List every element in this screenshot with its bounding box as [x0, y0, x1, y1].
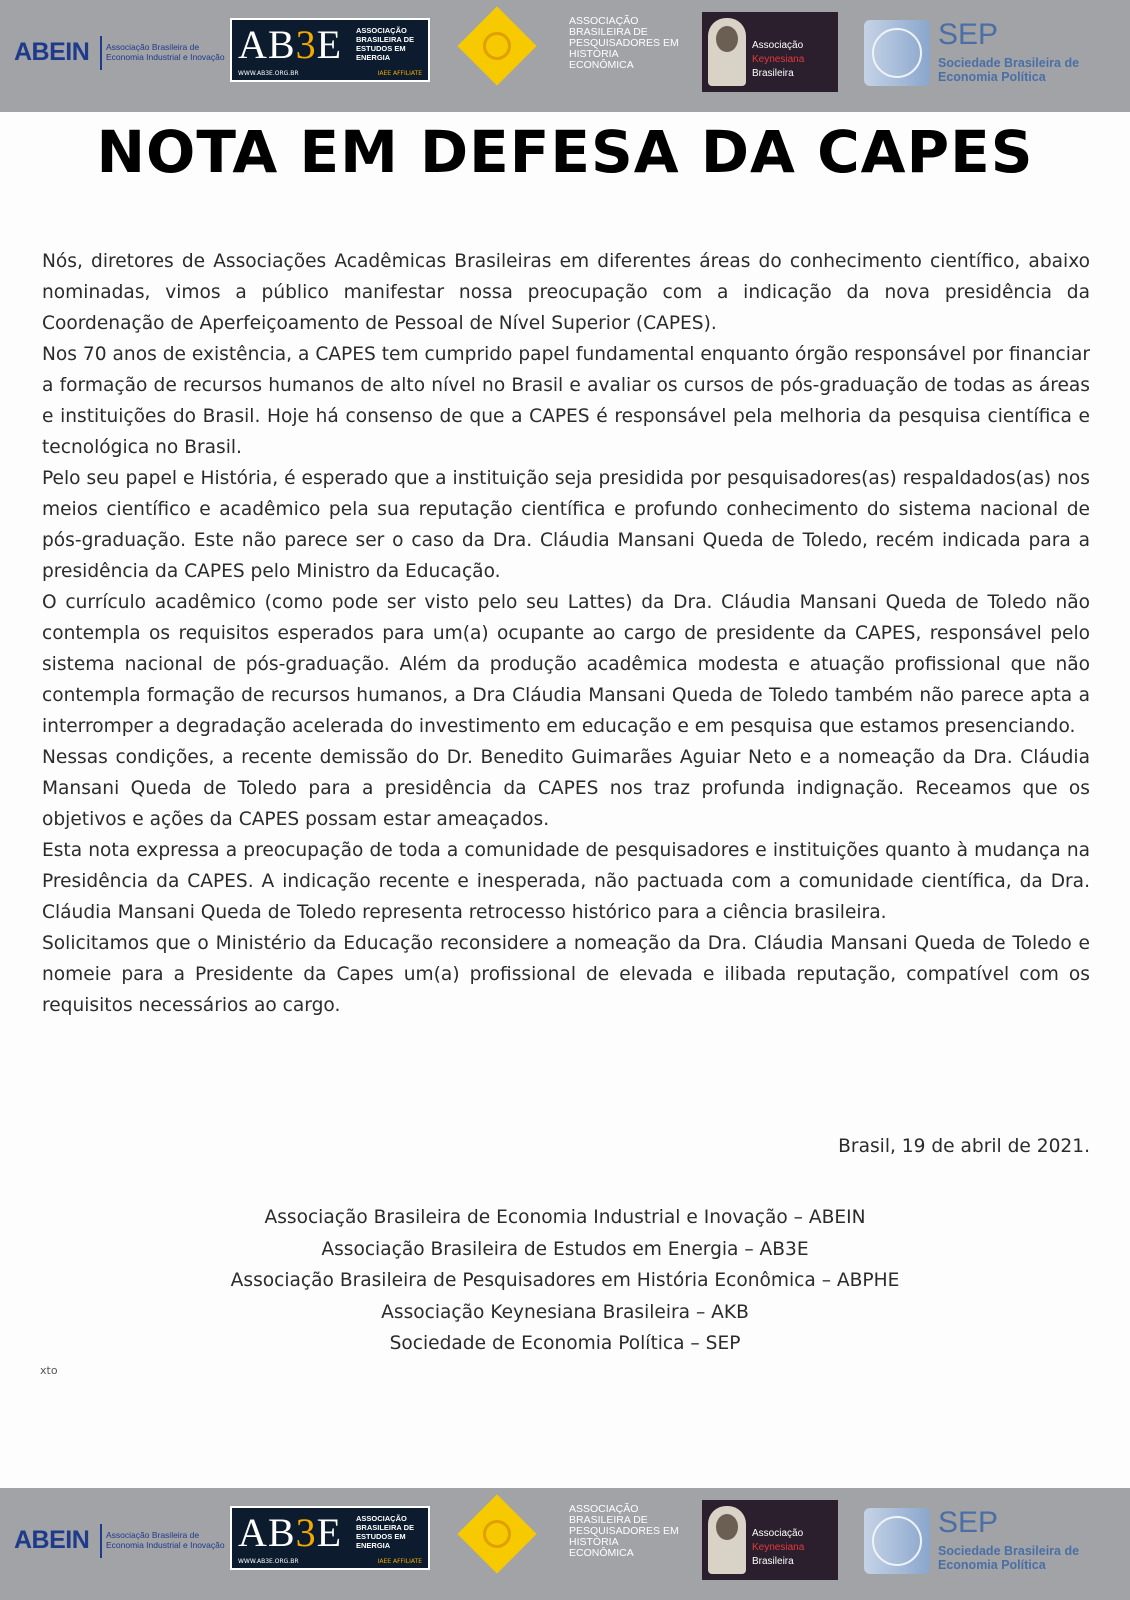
abphe-logo-text: ASSOCIAÇÃO BRASILEIRA DE PESQUISADORES EM HISTÓRIA ECONÔMICA [569, 1503, 679, 1559]
ab3e-logo-affiliate: IAEE AFFILIATE [377, 1558, 422, 1565]
akb-logo [702, 12, 838, 92]
sep-logo-name: SEP [938, 1506, 999, 1539]
signatories-list [0, 1202, 1130, 1360]
ab3e-logo-url: WWW.AB3E.ORG.BR [238, 70, 299, 77]
paragraph: Nós, diretores de Associações Acadêmicas Brasileiras em diferentes áreas do conhecimento científico, abaixo nominadas, vimos a público manifestar nossa preocupação com a indicação da nova presidência da Coordenação de Aperfeiçoamento de Pessoal de Nível Superior (CAPES). [42, 251, 1090, 334]
abphe-diamond-icon [457, 1494, 536, 1573]
ab3e-logo [230, 1506, 430, 1570]
abein-logo [14, 12, 225, 92]
globe-icon [864, 20, 930, 86]
abein-logo-subtitle: Associação Brasileira de Economia Industrial e Inovação [106, 1530, 225, 1550]
ab3e-prefix: AB [238, 1510, 296, 1555]
paragraph: O currículo acadêmico (como pode ser visto pelo seu Lattes) da Dra. Cláudia Mansani Queda de Toledo não contempla os requisitos esperados para um(a) ocupante ao cargo de presidente da CAPES, responsável pelo sistema nacional de pós-graduação. Além da produção acadêmica modesta e atuação profissional que não contempla formação de recursos humanos, a Dra Cláudia Mansani Queda de Toledo também não parece apta a interromper a degradação acelerada do investimento em educação e em pesquisa que estamos presenciando. [42, 592, 1090, 737]
globe-icon [864, 1508, 930, 1574]
keynes-portrait-icon [708, 1506, 746, 1574]
signatory: Associação Brasileira de Estudos em Energia – AB3E [321, 1238, 809, 1260]
akb-logo-line1: Associação [752, 40, 804, 51]
paragraph: Solicitamos que o Ministério da Educação reconsidere a nomeação da Dra. Cláudia Mansani Queda de Toledo e nomeie para a Presidente da Capes um(a) profissional de elevada e ilibada reputação, compatível com os requisitos necessários ao cargo. [42, 933, 1090, 1016]
paragraph: Pelo seu papel e História, é esperado que a instituição seja presidida por pesquisadores(as) respaldados(as) nos meios científico e acadêmico pela sua reputação científica e profundo conhecimento do sistema nacional de pós-graduação. Este não parece ser o caso da Dra. Cláudia Mansani Queda de Toledo, recém indicada para a presidência da CAPES pelo Ministro da Educação. [42, 468, 1090, 582]
keynes-portrait-icon [708, 18, 746, 86]
sep-logo-subtitle: Sociedade Brasileira de Economia Política [938, 56, 1080, 84]
ab3e-suffix: E [316, 22, 343, 67]
ab3e-logo-url: WWW.AB3E.ORG.BR [238, 1558, 299, 1565]
header-logo-banner [0, 0, 1130, 112]
ab3e-mid: 3 [295, 1510, 317, 1555]
ab3e-suffix: E [316, 1510, 343, 1555]
akb-logo-line1: Associação [752, 1528, 804, 1539]
abein-logo [14, 1500, 225, 1580]
sep-logo [864, 12, 1104, 92]
note-body [42, 246, 1090, 1021]
abein-logo-name: ABEIN [14, 1526, 90, 1554]
signatory: Associação Brasileira de Economia Industrial e Inovação – ABEIN [264, 1207, 866, 1228]
ab3e-prefix: AB [238, 22, 296, 67]
abein-logo-divider [100, 36, 102, 70]
ab3e-mid: 3 [295, 22, 317, 67]
signatory: Associação Brasileira de Pesquisadores em História Econômica – ABPHE [230, 1270, 900, 1291]
ab3e-logo-affiliate: IAEE AFFILIATE [377, 70, 422, 77]
ab3e-logo [230, 18, 430, 82]
signatory: Sociedade de Economia Política – SEP [389, 1333, 741, 1354]
paragraph: Esta nota expressa a preocupação de toda a comunidade de pesquisadores e instituições quanto à mudança na Presidência da CAPES. A indicação recente e inesperada, não pactuada com a comunidade científica, da Dra. Cláudia Mansani Queda de Toledo representa retrocesso histórico para a ciência brasileira. [42, 840, 1090, 923]
paragraph: Nos 70 anos de existência, a CAPES tem cumprido papel fundamental enquanto órgão responsável por financiar a formação de recursos humanos de alto nível no Brasil e avaliar os cursos de pós-graduação de todas as áreas e instituições do Brasil. Hoje há consenso de que a CAPES é responsável pela melhoria da pesquisa científica e tecnológica no Brasil. [42, 344, 1090, 458]
page-title: NOTA EM DEFESA DA CAPES [96, 118, 1034, 186]
akb-logo-line2: Keynesiana [752, 54, 805, 65]
abein-logo-name: ABEIN [14, 38, 90, 66]
abein-logo-divider [100, 1524, 102, 1558]
footer-logo-banner [0, 1488, 1130, 1600]
small-mark: xto [40, 1364, 58, 1377]
akb-logo-line3: Brasileira [752, 1556, 794, 1567]
abphe-diamond-icon [457, 6, 536, 85]
abphe-logo [455, 1500, 679, 1580]
ab3e-logo-subtitle: ASSOCIAÇÃO BRASILEIRA DE ESTUDOS EM ENERGIA [356, 1514, 415, 1550]
ab3e-logo-name [238, 22, 342, 68]
paragraph: Nessas condições, a recente demissão do Dr. Benedito Guimarães Aguiar Neto e a nomeação da Dra. Cláudia Mansani Queda de Toledo para a presidência da CAPES nos traz profunda indignação. Receamos que os objetivos e ações da CAPES possam estar ameaçados. [42, 747, 1090, 830]
ab3e-logo-name [238, 1510, 342, 1556]
akb-logo-line3: Brasileira [752, 68, 794, 79]
sep-logo-subtitle: Sociedade Brasileira de Economia Política [938, 1544, 1080, 1572]
sep-logo-name: SEP [938, 18, 999, 51]
akb-logo-line2: Keynesiana [752, 1542, 805, 1553]
signatory: Associação Keynesiana Brasileira – AKB [381, 1301, 749, 1323]
abein-logo-subtitle: Associação Brasileira de Economia Industrial e Inovação [106, 42, 225, 62]
sep-logo [864, 1500, 1104, 1580]
date-line: Brasil, 19 de abril de 2021. [838, 1136, 1090, 1157]
ab3e-logo-subtitle: ASSOCIAÇÃO BRASILEIRA DE ESTUDOS EM ENERGIA [356, 26, 415, 62]
akb-logo [702, 1500, 838, 1580]
abphe-logo [455, 12, 679, 92]
abphe-logo-text: ASSOCIAÇÃO BRASILEIRA DE PESQUISADORES EM HISTÓRIA ECONÔMICA [569, 15, 679, 71]
